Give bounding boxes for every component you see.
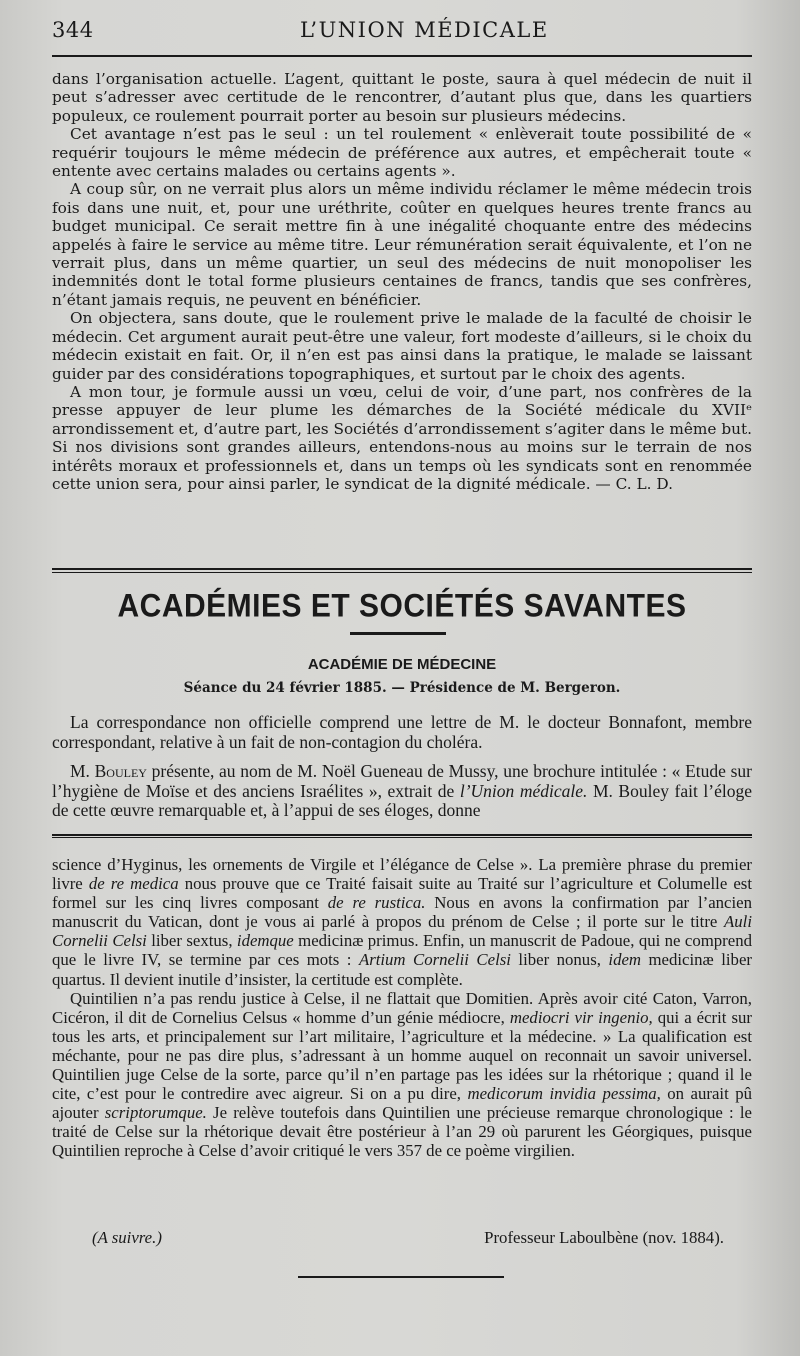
text-run: medicinæ liber quartus. Il devient inutile d’insister, la certitude est complète. [52,950,752,989]
page-number: 344 [52,18,94,42]
paragraph [52,855,752,989]
to-be-continued: (A suivre.) [92,1228,162,1247]
text-run: présente, au nom de M. Noël Gueneau de Mussy, une brochure intitulée : « Etude sur l’hygiène de Moïse et des anciens Israélites », extrait de [52,761,752,801]
page-header [52,18,752,48]
text-run: liber nonus, [510,950,609,970]
text-run: Nous en avons la confirmation par l’ancien manuscrit du Vatican, dont je vous ai parlé à propos du prénom de Celse ; il porte sur le titre [52,893,752,932]
italic-run: de re medica [88,874,179,894]
speaker-name: M. Bouley [70,761,147,781]
paragraph: A mon tour, je formule aussi un vœu, celui de voir, d’une part, nos confrères de la presse appuyer de leur plume les démarches de la Société médicale du XVIIᵉ arrondissement et, d’autre part, les Sociétés d’arrondissement s’agiter dans le même but. Si nos divisions sont grandes ailleurs, entendons-nous au moins sur le terrain de nos intérêts moraux et professionnels et, dans un temps où les syndicats sont en renommée cette union sera, pour ainsi parler, le syndicat de la dignité médicale. — C. L. D. [52,382,752,493]
author-signature: Professeur Laboulbène (nov. 1884). [484,1228,724,1247]
text-run: qui a écrit sur tous les arts, et principalement sur l’art militaire, l’agriculture et la médecine. » La qualification est méchante, pour ne pas dire plus, s’adressant à un homme auquel on reconnait un savoir universel. Quintilien juge Celse de la sorte, parce qu’il n’en partage pas les idées sur la rhétorique ; quand il le cite, c’est pour le contredire avec aigreur. Si on a pu dire, [52,1007,752,1104]
section-title: ACADÉMIES ET SOCIÉTÉS SAVANTES [117,588,687,625]
paragraph: On objectera, sans doute, que le roulement prive le malade de la faculté de choisir le médecin. Cet argument aurait peut-être une valeur, fort modeste d’ailleurs, si le choix du médecin existait en fait. Or, il n’en est pas ainsi dans la pratique, le malade se laissant guider par des considérations topographiques, et surtout par le choix des agents. [52,309,752,383]
italic-run: idem [608,950,642,970]
text-run: nous prouve que ce Traité faisait suite au Traité sur l’agriculture et Columelle est formel sur les cinq livres composant [52,874,752,913]
title-rule [350,632,446,635]
academy-heading: ACADÉMIE DE MÉDECINE [307,656,497,673]
text-run: Je relève toutefois dans Quintilien une précieuse remarque chronologique : le traité de Celse sur la rhétorique devait être postérieur à l’an 29 où parurent les Géorgiques, puisque Quintilien reproche à Celse d’avoir critiqué le vers 357 de ce poème virgilien. [52,1103,752,1161]
text-run: liber sextus, [146,931,237,951]
italic-run: scriptorumque. [104,1103,207,1123]
end-rule [298,1276,504,1278]
feuilleton-text [52,855,752,1161]
paragraph: Cet avantage n’est pas le seul : un tel roulement « enlèverait toute possibilité de « requérir toujours le même médecin de préférence aux autres, et empêcherait toute « entente avec certains malades ou certains agents ». [52,125,752,181]
article-continuation [52,70,752,493]
italic-run: de re rustica. [327,893,426,913]
text-run: Quintilien n’a pas rendu justice à Celse, il ne flattait que Domitien. Après avoir cité Caton, Varron, Cicéron, il dit de Cornelius Celsus « homme d’un génie médiocre, [52,988,752,1027]
paragraph: La correspondance non officielle comprend une lettre de M. le docteur Bonnafont, membre correspondant, relative à un fait de non-contagion du choléra. [52,712,752,752]
paragraph: dans l’organisation actuelle. L’agent, quittant le poste, saura à quel médecin de nuit il peut s’adresser avec certitude de le rencontrer, d’autant plus que, dans les quartiers populeux, ce roulement pourrait porter au besoin sur plusieurs médecins. [52,70,752,125]
paragraph [52,762,752,821]
text-run: science d’Hyginus, les ornements de Virgile et l’élégance de Celse ». La première phrase du premier livre [52,855,752,894]
italic-run: l’Union médicale. [459,780,588,801]
session-line: Séance du 24 février 1885. — Présidence de M. Bergeron. [183,680,621,696]
italic-run: Artium Cornelii Celsi [358,950,511,970]
italic-run: Auli Cornelii Celsi [52,912,752,951]
running-title: L’UNION MÉDICALE [300,18,549,42]
italic-run: idemque [236,931,294,951]
text-run: on aurait pû ajouter [52,1084,752,1123]
feuilleton-divider [52,834,752,838]
italic-run: mediocri vir ingenio, [509,1007,653,1027]
section-divider [52,568,752,573]
italic-run: medicorum invidia pessima, [467,1084,661,1104]
session-report [52,713,752,831]
text-run: M. Bouley fait l’éloge de cette œuvre remarquable et, à l’appui de ses éloges, donne [52,780,753,820]
text-run: medicinæ primus. Enfin, un manuscrit de Padoue, qui ne comprend que le livre IV, se termine par ces mots : [52,931,752,970]
paragraph: A coup sûr, on ne verrait plus alors un même individu réclamer le même médecin trois fois dans une nuit, et, pour une uréthrite, coûter en quelques heures trente francs au budget municipal. Ce serait mettre fin à une inégalité choquante entre des médecins appelés à faire le service au même titre. Leur rémunération serait équivalente, et l’on ne verrait plus, dans un même quartier, un seul des médecins de nuit monopoliser les indemnités dont le total forme plusieurs centaines de francs, tandis que ses confrères, n’étant jamais requis, ne peuvent en bénéficier. [52,180,752,309]
header-rule [52,55,752,57]
paragraph [52,989,752,1161]
